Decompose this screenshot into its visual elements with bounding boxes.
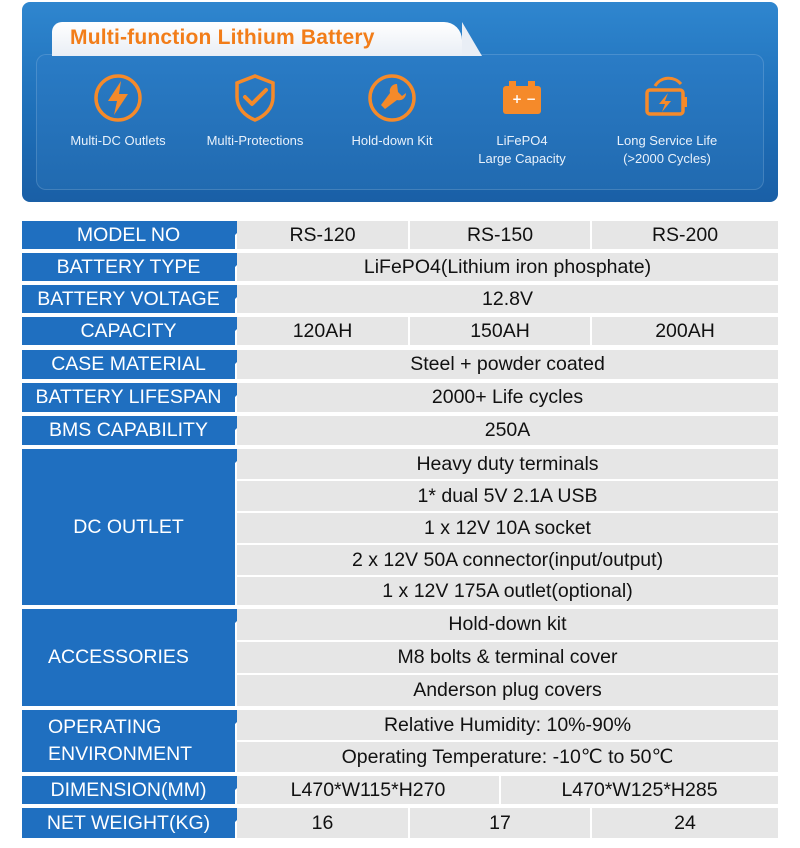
row-lifespan: [22, 381, 778, 414]
dc-outlet-item: 1* dual 5V 2.1A USB: [237, 481, 778, 511]
model-cell: RS-150: [410, 221, 590, 249]
feature-lifepo4: [452, 72, 592, 168]
capacity-cell: 120AH: [237, 317, 408, 345]
operating-list: [237, 710, 778, 772]
row-header-line2: ENVIRONMENT: [48, 743, 193, 765]
row-capacity: [22, 315, 778, 347]
battery-type-value: LiFePO4(Lithium iron phosphate): [237, 253, 778, 281]
dc-outlet-item: Heavy duty terminals: [237, 449, 778, 479]
feature-banner: [22, 2, 778, 202]
row-header: ACCESSORIES: [22, 609, 235, 706]
feature-hold-down-kit: [322, 72, 462, 150]
dc-outlet-item: 1 x 12V 10A socket: [237, 513, 778, 543]
lightning-bolt-icon: [92, 72, 144, 124]
feature-label: Long Service Life: [616, 133, 718, 148]
row-header: DC OUTLET: [22, 449, 235, 605]
capacity-cell: 200AH: [592, 317, 778, 345]
svg-text:+: +: [512, 92, 523, 106]
feature-multi-dc: [48, 72, 188, 150]
svg-text:−: −: [526, 92, 537, 106]
feature-multi-protections: [185, 72, 325, 150]
dc-outlet-item: 2 x 12V 50A connector(input/output): [237, 545, 778, 575]
feature-label-line2: Large Capacity: [478, 151, 566, 166]
dimension-cell: L470*W125*H285: [501, 776, 778, 804]
dc-outlet-item: 1 x 12V 175A outlet(optional): [237, 577, 778, 605]
weight-cell: 24: [592, 808, 778, 838]
operating-item: Relative Humidity: 10%-90%: [237, 710, 778, 740]
shield-check-icon: [229, 72, 281, 124]
row-case-material: [22, 348, 778, 381]
row-header: BMS CAPABILITY: [22, 416, 235, 445]
battery-icon: [496, 72, 548, 124]
row-accessories: [22, 607, 778, 708]
feature-label: Multi-DC Outlets: [70, 133, 166, 148]
row-battery-type: [22, 251, 778, 283]
lifespan-value: 2000+ Life cycles: [237, 383, 778, 412]
row-header: MODEL NO: [22, 221, 235, 249]
operating-item: Operating Temperature: -10℃ to 50℃: [237, 742, 778, 772]
row-battery-voltage: [22, 283, 778, 315]
row-header-line1: OPERATING: [48, 716, 162, 738]
banner-title: Multi-function Lithium Battery: [70, 26, 375, 49]
accessory-item: Anderson plug covers: [237, 675, 778, 706]
row-dc-outlet: [22, 447, 778, 607]
accessory-item: Hold-down kit: [237, 609, 778, 640]
row-header: BATTERY VOLTAGE: [22, 285, 235, 313]
row-header: CAPACITY: [22, 317, 235, 345]
weight-cell: 16: [237, 808, 408, 838]
row-header: BATTERY LIFESPAN: [22, 383, 235, 412]
dc-outlet-list: [237, 449, 778, 605]
row-net-weight: [22, 806, 778, 840]
row-model: [22, 219, 778, 251]
weight-cell: 17: [410, 808, 590, 838]
row-header: CASE MATERIAL: [22, 350, 235, 379]
bms-value: 250A: [237, 416, 778, 445]
battery-clock-icon: [641, 72, 693, 124]
accessories-list: [237, 609, 778, 706]
feature-label: LiFePO4: [496, 133, 548, 148]
row-operating-environment: [22, 708, 778, 774]
battery-voltage-value: 12.8V: [237, 285, 778, 313]
wrench-icon: [366, 72, 418, 124]
dimension-cell: L470*W115*H270: [237, 776, 499, 804]
row-bms: [22, 414, 778, 447]
row-header: [22, 710, 235, 772]
capacity-cell: 150AH: [410, 317, 590, 345]
row-header: BATTERY TYPE: [22, 253, 235, 281]
feature-long-life: [592, 72, 742, 168]
model-cell: RS-200: [592, 221, 778, 249]
row-dimension: [22, 774, 778, 806]
feature-label-line2: (>2000 Cycles): [623, 151, 711, 166]
feature-label: Hold-down Kit: [351, 133, 433, 148]
feature-label: Multi-Protections: [206, 133, 304, 148]
model-cell: RS-120: [237, 221, 408, 249]
row-header: DIMENSION(MM): [22, 776, 235, 804]
accessory-item: M8 bolts & terminal cover: [237, 642, 778, 673]
case-material-value: Steel + powder coated: [237, 350, 778, 379]
row-header: NET WEIGHT(KG): [22, 808, 235, 838]
